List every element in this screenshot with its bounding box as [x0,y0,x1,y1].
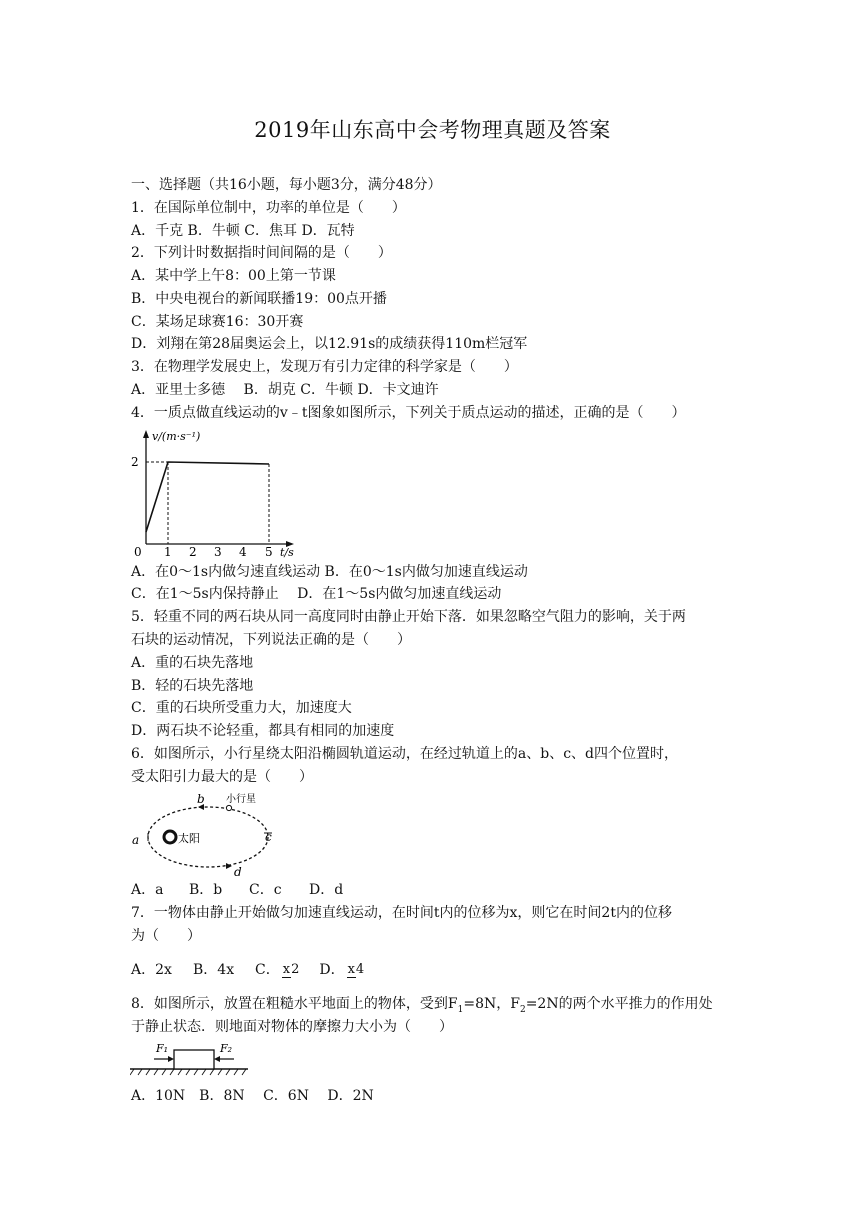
force-f1-arrowhead [168,1056,174,1062]
graph-xlabel: t/s [280,546,294,558]
force-f1-label: F₁ [156,1042,169,1055]
question-7-option-b: B．4x [193,962,235,978]
stem-text: =8N，F [463,996,520,1012]
fraction-numerator: x [282,961,291,977]
graph-velocity-line [146,462,269,532]
graph-ytick: 2 [131,455,139,469]
question-2-option-b: B．中央电视台的新闻联播19：00点开播 [131,291,387,307]
question-4-options-cd: C．在1～5s内保持静止 D．在1～5s内做匀加速直线运动 [131,586,502,602]
sun-label: 太阳 [178,832,200,845]
asteroid-label: 小行星 [226,794,256,805]
force-f2-arrowhead [214,1056,220,1062]
orbit-ellipse [148,807,268,867]
question-4-stem: 4．一质点做直线运动的v﹣t图象如图所示，下列关于质点运动的描述，正确的是（ ） [131,405,686,421]
ground-hatch [130,1069,246,1075]
question-5-option-c: C．重的石块所受重力大，加速度大 [131,700,352,716]
stem-text: 8．如图所示，放置在粗糙水平地面上的物体，受到F [131,996,458,1012]
orbit-arrow-d [226,863,232,869]
question-7-options [131,955,366,985]
position-a-label: a [132,833,140,847]
graph-xtick: 4 [239,545,247,558]
graph-origin: 0 [134,545,142,558]
block [174,1050,214,1069]
question-8-options: A．10N B．8N C．6N D．2N [131,1088,374,1104]
graph-xtick: 2 [189,545,197,558]
force-diagram [130,1042,250,1080]
graph-xtick: 5 [265,545,273,558]
question-5-stem-1: 5．轻重不同的两石块从同一高度同时由静止开始下落．如果忽略空气阻力的影响，关于两 [131,609,686,625]
vt-graph [128,428,298,558]
question-5-stem-2: 石块的运动情况，下列说法正确的是（ ） [131,632,411,648]
sun-icon [164,831,176,843]
question-8-stem-1 [131,995,713,1019]
question-6-option-a: A．a [131,882,164,898]
question-5-option-b: B．轻的石块先落地 [131,678,254,694]
graph-ylabel: v/(m·s⁻¹) [152,430,201,443]
orbit-diagram [128,791,278,877]
graph-xtick: 3 [214,545,222,558]
subscript: 1 [457,1004,464,1015]
fraction-denominator: 2 [291,961,300,977]
y-axis-arrow [143,430,149,438]
question-6-stem-2: 受太阳引力最大的是（ ） [131,769,313,785]
position-c-label: c [265,830,272,844]
position-d-label: d [234,865,242,877]
question-1-options: A．千克 B．牛顿 C．焦耳 D．瓦特 [131,223,355,239]
section-heading: 一、选择题（共16小题，每小题3分，满分48分） [131,177,442,193]
fraction-denominator: 4 [355,961,365,977]
question-2-stem: 2．下列计时数据指时间间隔的是（ ） [131,245,392,261]
question-2-option-d: D．刘翔在第28届奥运会上，以12.91s的成绩获得110m栏冠军 [131,336,528,352]
asteroid-icon [226,805,231,810]
question-6-option-d: D．d [309,882,344,898]
question-6-options [131,881,343,899]
question-3-options: A．亚里士多德 B．胡克 C．牛顿 D．卡文迪许 [131,382,439,398]
question-8-stem-2: 于静止状态．则地面对物体的摩擦力大小为（ ） [131,1019,453,1035]
page-title: 2019年山东高中会考物理真题及答案 [254,118,611,142]
subscript: 2 [519,1004,526,1015]
question-7-option-c: C． [255,962,280,978]
question-7-option-d: D． [319,962,345,978]
question-2-option-a: A．某中学上午8：00上第一节课 [131,268,336,284]
question-1-stem: 1．在国际单位制中，功率的单位是（ ） [131,200,406,216]
question-7-stem-1: 7．一物体由静止开始做匀加速直线运动，在时间t内的位移为x，则它在时间2t内的位移 [131,905,672,921]
position-b-label: b [197,792,205,806]
graph-xtick: 1 [164,545,172,558]
question-5-option-d: D．两石块不论轻重，都具有相同的加速度 [131,723,395,739]
question-6-option-c: C．c [249,882,282,898]
question-6-option-b: B．b [189,882,223,898]
stem-text: =2N的两个水平推力的作用处 [525,996,713,1012]
fraction-x-over-4 [347,963,365,978]
question-3-stem: 3．在物理学发展史上，发现万有引力定律的科学家是（ ） [131,359,518,375]
question-2-option-c: C．某场足球赛16：30开赛 [131,314,304,330]
question-7-stem-2: 为（ ） [131,928,201,944]
question-6-stem-1: 6．如图所示，小行星绕太阳沿椭圆轨道运动，在经过轨道上的a、b、c、d四个位置时， [131,746,679,762]
question-4-options-ab: A．在0～1s内做匀速直线运动 B．在0～1s内做匀加速直线运动 [131,564,528,580]
question-7-option-a: A．2x [131,962,172,978]
force-f2-label: F₂ [220,1042,233,1055]
question-5-option-a: A．重的石块先落地 [131,655,254,671]
fraction-numerator: x [347,961,355,977]
fraction-x-over-2 [282,963,300,978]
